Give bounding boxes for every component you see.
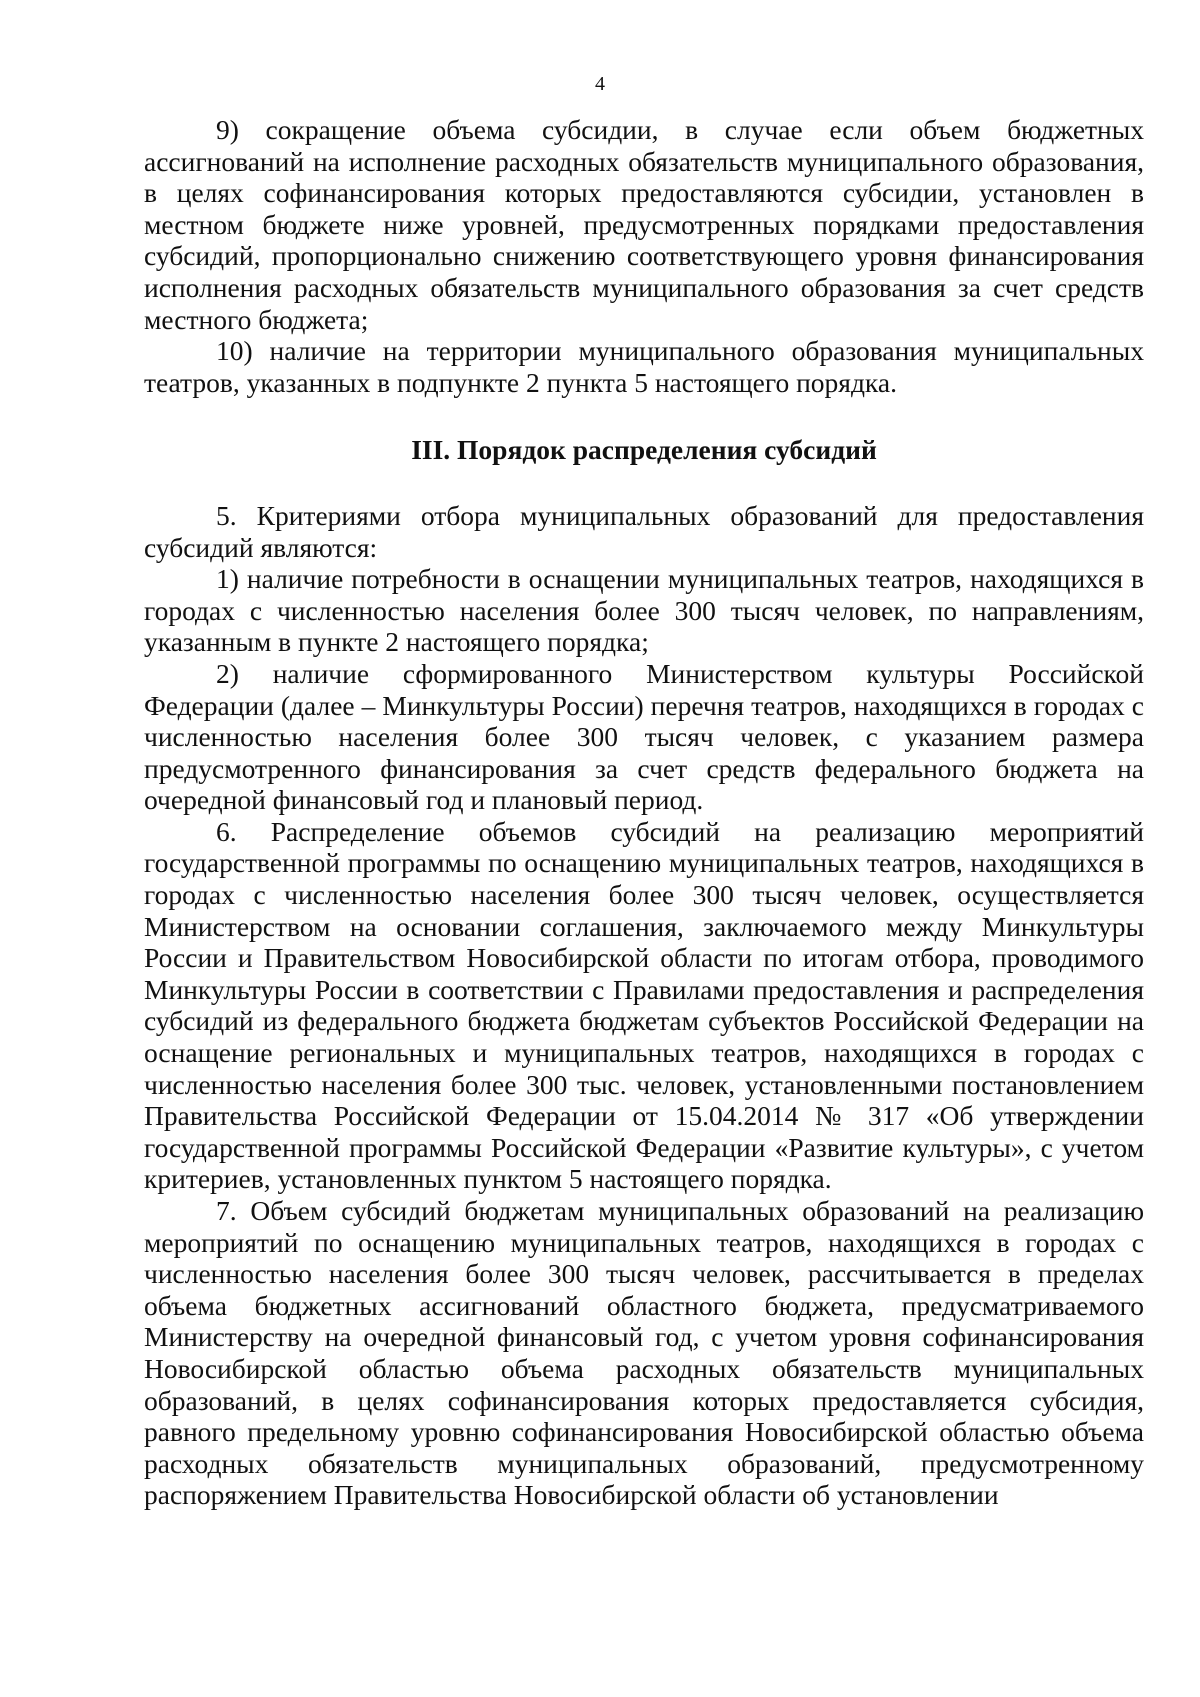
page-number: 4 [595,73,605,95]
section-heading: III. Порядок распределения субсидий [411,434,877,466]
paragraph-clause-7: 7. Объем субсидий бюджетам муниципальных образований на реализацию мероприятий по оснащению муниципальных театров, находящихся в городах с численностью населения более 300 тысяч человек, рассчитывается в пределах объема бюджетных ассигнований областного бюджета, предусматриваемого Министерству на очередной финансовый год, с учетом уровня софинансирования Новосибирской областью объема расходных обязательств муниципальных образований, в целях софинансирования которых предоставляется субсидия, равного предельному уровню софинансирования Новосибирской областью объема расходных обязательств муниципальных образований, предусмотренному распоряжением Правительства Новосибирской области об установлении [144,1195,1144,1511]
paragraph-clause-6: 6. Распределение объемов субсидий на реализацию мероприятий государственной программы по оснащению муниципальных театров, находящихся в городах с численностью населения более 300 тысяч человек, осуществляется Министерством на основании соглашения, заключаемого между Минкультуры России и Правительством Новосибирской области по итогам отбора, проводимого Минкультуры России в соответствии с Правилами предоставления и распределения субсидий из федерального бюджета бюджетам субъектов Российской Федерации на оснащение региональных и муниципальных театров, находящихся в городах с численностью населения более 300 тыс. человек, установленными постановлением Правительства Российской Федерации от 15.04.2014 № 317 «Об утверждении государственной программы Российской Федерации «Развитие культуры», с учетом критериев, установленных пунктом 5 настоящего порядка. [144,815,1144,1195]
paragraph-criterion-2: 2) наличие сформированного Министерством культуры Российской Федерации (далее – Минкультуры России) перечня театров, находящихся в городах с численностью населения более 300 тысяч человек, с указанием размера предусмотренного финансирования за счет средств федерального бюджета на очередной финансовый год и плановый период. [144,657,1144,816]
paragraph-clause-5: 5. Критериями отбора муниципальных образований для предоставления субсидий являются: [144,499,1144,563]
document-body [144,114,1144,1511]
paragraph-item-10: 10) наличие на территории муниципального образования муниципальных театров, указанных в подпункте 2 пункта 5 настоящего порядка. [144,335,1144,398]
paragraph-criterion-1: 1) наличие потребности в оснащении муниципальных театров, находящихся в городах с численностью населения более 300 тысяч человек, по направлениям, указанным в пункте 2 настоящего порядка; [144,563,1144,658]
paragraph-item-9: 9) сокращение объема субсидии, в случае если объем бюджетных ассигнований на исполнение расходных обязательств муниципального образования, в целях софинансирования которых предоставляются субсидии, установлен в местном бюджете ниже уровней, предусмотренных порядками предоставления субсидий, пропорционально снижению соответствующего уровня финансирования исполнения расходных обязательств муниципального образования за счет средств местного бюджета; [144,114,1144,335]
